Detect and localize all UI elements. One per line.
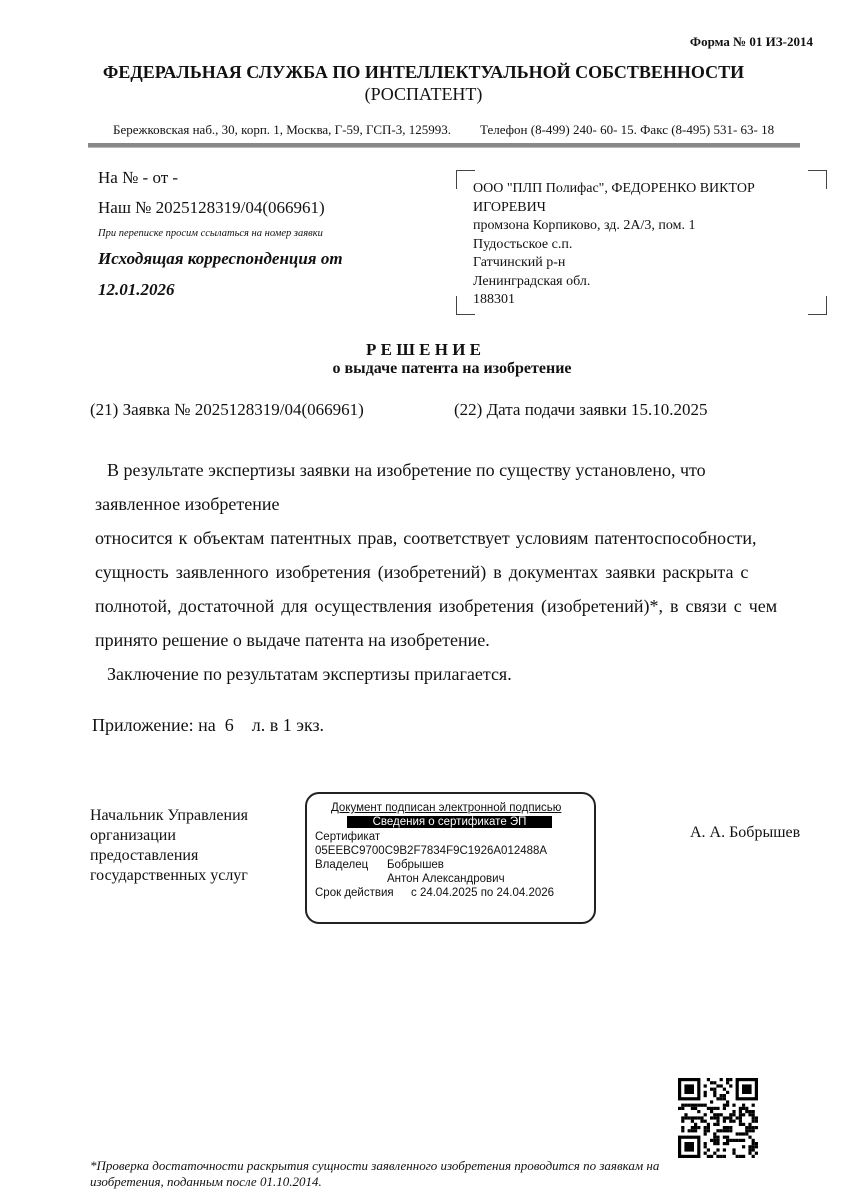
position-line: организации — [90, 827, 176, 844]
address-corner — [808, 296, 827, 315]
attachment: Приложение: на 6 л. в 1 экз. — [92, 715, 325, 735]
footnote-line: изобретения, поданным после 01.10.2014. — [90, 1174, 322, 1189]
recipient-line: Пудостьское с.п. — [473, 236, 573, 252]
body-line: Заключение по результатам экспертизы прилагается. — [107, 664, 512, 684]
validity-dates: с 24.04.2025 по 24.04.2026 — [411, 887, 555, 899]
recipient-line: Ленинградская обл. — [473, 273, 591, 289]
position-line: предоставления — [90, 847, 199, 864]
org-address: Бережковская наб., 30, корп. 1, Москва, Г-59, ГСП-3, 125993. — [113, 122, 452, 137]
signer-position — [90, 806, 248, 886]
org-phones: Телефон (8-499) 240- 60- 15. Факс (8-495) 531- 63- 18 — [480, 122, 775, 137]
validity-label: Срок действия — [315, 887, 394, 899]
position-line: государственных услуг — [90, 867, 248, 884]
org-name: ФЕДЕРАЛЬНАЯ СЛУЖБА ПО ИНТЕЛЛЕКТУАЛЬНОЙ СОБСТВЕННОСТИ — [102, 62, 745, 82]
address-corner — [808, 170, 827, 189]
recipient-line: Гатчинский р-н — [473, 255, 566, 270]
org-short: (РОСПАТЕНТ) — [364, 84, 483, 104]
our-ref: Наш № 2025128319/04(066961) — [98, 198, 325, 217]
stamp-banner: Сведения о сертификате ЭП — [347, 816, 552, 828]
your-ref: На № - от - — [98, 168, 179, 187]
application-number: (21) Заявка № 2025128319/04(066961) — [90, 400, 364, 419]
decision-title: Р Е Ш Е Н И Е — [365, 340, 481, 359]
footnote-line: *Проверка достаточности раскрытия сущности заявленного изобретения проводится по заявкам на — [90, 1158, 660, 1173]
form-number: Форма № 01 ИЗ-2014 — [689, 34, 813, 49]
body-line: принято решение о выдаче патента на изобретение. — [95, 630, 490, 650]
owner-label: Владелец — [315, 859, 369, 871]
recipient-line: ИГОРЕВИЧ — [473, 199, 546, 215]
qr-code — [678, 1078, 758, 1158]
footnote — [90, 1158, 659, 1190]
cert-label: Сертификат — [315, 831, 381, 843]
decision-subtitle: о выдаче патента на изобретение — [332, 360, 572, 377]
application-date: (22) Дата подачи заявки 15.10.2025 — [454, 400, 708, 419]
signer-name: А. А. Бобрышев — [690, 824, 801, 841]
decision-body — [95, 453, 777, 691]
outgoing-date: 12.01.2026 — [98, 280, 175, 299]
body-line: полнотой, достаточной для осуществления изобретения (изобретений)*, в связи с чем — [95, 596, 778, 616]
body-line: относится к объектам патентных прав, соответствует условиям патентоспособности, — [95, 528, 757, 548]
owner-name: Антон Александрович — [387, 873, 505, 885]
body-line: сущность заявленного изобретения (изобретений) в документах заявки раскрыта с — [95, 562, 749, 582]
cert-number: 05EEBC9700C9B2F7834F9C1926A012488A — [315, 845, 548, 857]
stamp-title: Документ подписан электронной подписью — [331, 802, 562, 814]
position-line: Начальник Управления — [90, 807, 248, 824]
recipient-line: ООО "ПЛП Полифас", ФЕДОРЕНКО ВИКТОР — [473, 181, 755, 196]
owner-surname: Бобрышев — [387, 859, 444, 871]
outgoing-label: Исходящая корреспонденция от — [98, 249, 343, 268]
recipient-line: промзона Корпиково, зд. 2А/3, пом. 1 — [473, 218, 696, 233]
ref-hint: При переписке просим ссылаться на номер заявки — [98, 228, 323, 239]
recipient-line: 188301 — [473, 292, 515, 307]
body-line: В результате экспертизы заявки на изобретение по существу установлено, что — [107, 460, 706, 480]
e-signature-stamp — [305, 792, 596, 924]
header-divider — [88, 143, 800, 148]
body-line: заявленное изобретение — [95, 494, 280, 514]
recipient-address — [473, 180, 755, 310]
